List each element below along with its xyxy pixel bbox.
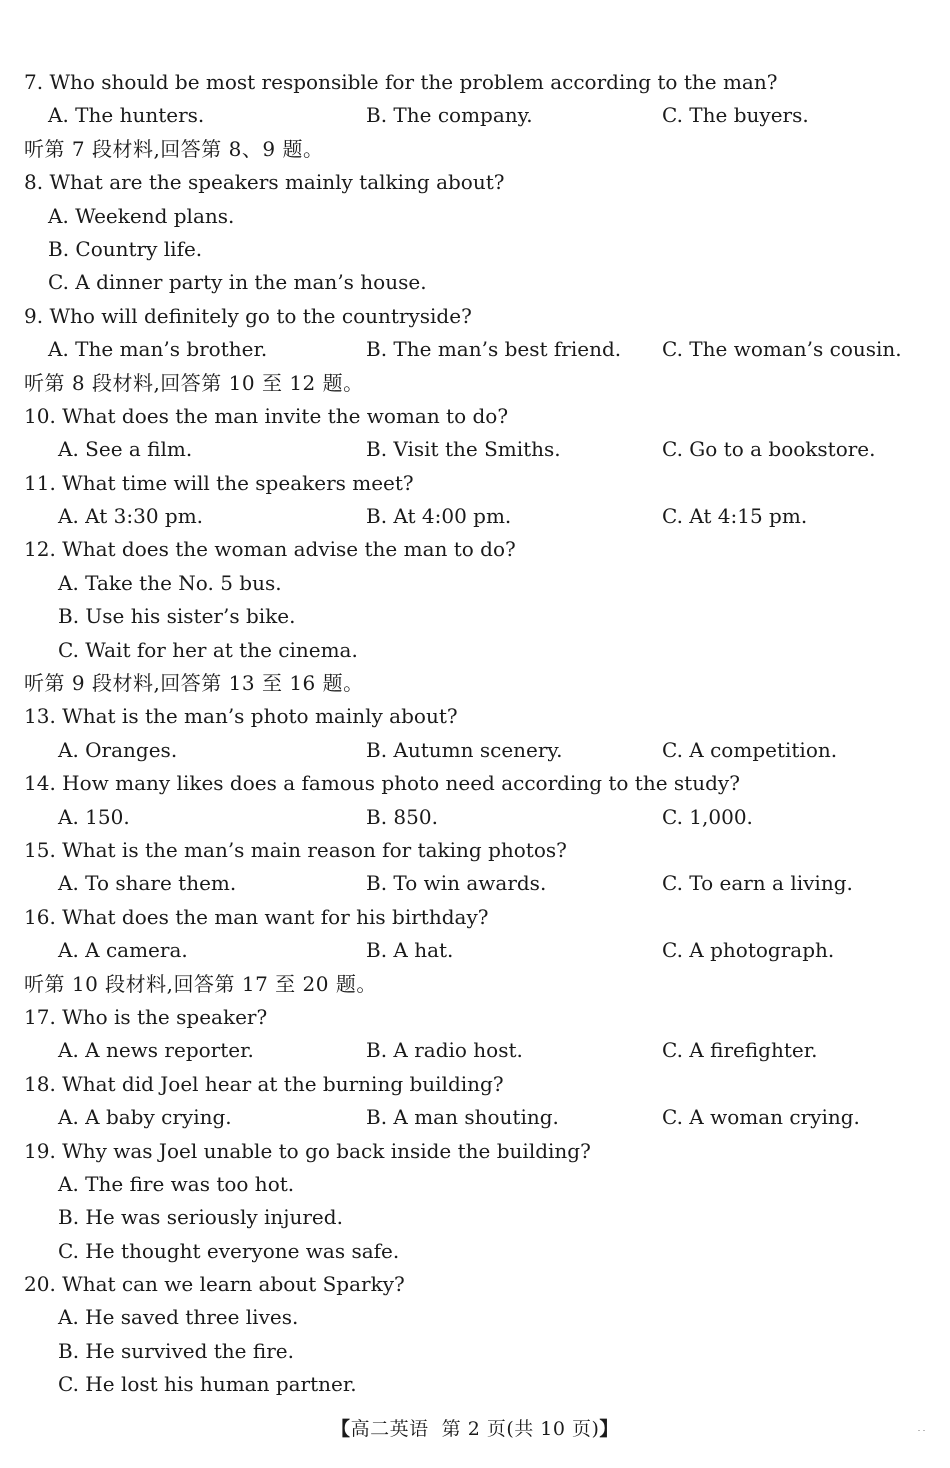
section-heading-9: 听第 9 段材料,回答第 13 至 16 题。 <box>24 671 364 696</box>
question-7-stem: 7. Who should be most responsible for the problem according to the man? <box>24 70 778 94</box>
question-16-options <box>0 934 950 967</box>
q17-option-a: A. A news reporter. <box>58 1038 254 1063</box>
question-14-options <box>0 801 950 834</box>
q11-option-c: C. At 4:15 pm. <box>662 504 808 529</box>
question-12-stem: 12. What does the woman advise the man to do? <box>24 537 516 562</box>
question-13-options <box>0 734 950 767</box>
section-heading-10: 听第 10 段材料,回答第 17 至 20 题。 <box>24 971 377 996</box>
q17-option-c: C. A firefighter. <box>662 1038 818 1063</box>
q7-option-c: C. The buyers. <box>662 103 809 128</box>
q13-option-a: A. Oranges. <box>58 737 178 762</box>
q19-option-b: B. He was seriously injured. <box>58 1205 343 1230</box>
corner-mark <box>918 1424 928 1434</box>
question-10-stem: 10. What does the man invite the woman to do? <box>24 403 509 428</box>
q20-option-c: C. He lost his human partner. <box>58 1372 357 1397</box>
question-9-stem: 9. Who will definitely go to the countryside? <box>24 303 472 328</box>
q15-option-a: A. To share them. <box>58 871 237 896</box>
q8-option-c: C. A dinner party in the man’s house. <box>48 270 427 295</box>
question-17-stem: 17. Who is the speaker? <box>24 1004 268 1029</box>
q16-option-c: C. A photograph. <box>662 938 835 963</box>
q9-option-b: B. The man’s best friend. <box>366 337 622 362</box>
question-11-options <box>0 500 950 533</box>
question-18-options <box>0 1101 950 1134</box>
question-19-stem: 19. Why was Joel unable to go back inside the building? <box>24 1138 591 1163</box>
q20-option-a: A. He saved three lives. <box>58 1305 299 1330</box>
question-14-stem: 14. How many likes does a famous photo need according to the study? <box>24 771 740 796</box>
q17-option-b: B. A radio host. <box>366 1038 523 1063</box>
q10-option-a: A. See a film. <box>58 437 193 462</box>
q9-option-c: C. The woman’s cousin. <box>662 337 902 362</box>
question-20-stem: 20. What can we learn about Sparky? <box>24 1272 405 1297</box>
q8-option-a: A. Weekend plans. <box>48 203 235 228</box>
footer-page-number: 第 2 页(共 10 页) <box>441 1418 600 1440</box>
q8-option-b: B. Country life. <box>48 236 203 261</box>
exam-page <box>0 66 950 1402</box>
question-9-options <box>0 333 950 366</box>
q7-option-b: B. The company. <box>366 103 533 128</box>
q14-option-a: A. 150. <box>58 804 130 829</box>
q10-option-b: B. Visit the Smiths. <box>366 437 561 462</box>
question-16-stem: 16. What does the man want for his birthday? <box>24 904 489 929</box>
question-8-stem: 8. What are the speakers mainly talking about? <box>24 170 505 195</box>
q9-option-a: A. The man’s brother. <box>48 337 268 362</box>
section-heading-7: 听第 7 段材料,回答第 8、9 题。 <box>24 136 324 161</box>
q14-option-c: C. 1,000. <box>662 804 753 829</box>
q16-option-a: A. A camera. <box>58 938 188 963</box>
q11-option-b: B. At 4:00 pm. <box>366 504 512 529</box>
q14-option-b: B. 850. <box>366 804 438 829</box>
question-11-stem: 11. What time will the speakers meet? <box>24 470 414 495</box>
question-13-stem: 13. What is the man’s photo mainly about? <box>24 704 458 729</box>
q15-option-c: C. To earn a living. <box>662 871 853 896</box>
q15-option-b: B. To win awards. <box>366 871 547 896</box>
footer-subject: 高二英语 <box>350 1418 429 1440</box>
q12-option-b: B. Use his sister’s bike. <box>58 604 296 629</box>
q18-option-c: C. A woman crying. <box>662 1105 860 1130</box>
q10-option-c: C. Go to a bookstore. <box>662 437 876 462</box>
q19-option-c: C. He thought everyone was safe. <box>58 1238 400 1263</box>
q18-option-b: B. A man shouting. <box>366 1105 559 1130</box>
question-7-options <box>0 99 950 132</box>
q18-option-a: A. A baby crying. <box>58 1105 232 1130</box>
q11-option-a: A. At 3:30 pm. <box>58 504 204 529</box>
q13-option-c: C. A competition. <box>662 737 838 762</box>
question-10-options <box>0 433 950 466</box>
q19-option-a: A. The fire was too hot. <box>58 1171 295 1196</box>
q20-option-b: B. He survived the fire. <box>58 1338 294 1363</box>
question-17-options <box>0 1034 950 1067</box>
footer-bracket-close: 】 <box>599 1418 619 1440</box>
q7-option-a: A. The hunters. <box>48 103 205 128</box>
q16-option-b: B. A hat. <box>366 938 454 963</box>
question-15-options <box>0 867 950 900</box>
question-18-stem: 18. What did Joel hear at the burning building? <box>24 1071 504 1096</box>
q12-option-a: A. Take the No. 5 bus. <box>58 570 282 595</box>
q13-option-b: B. Autumn scenery. <box>366 737 563 762</box>
page-footer <box>0 1414 950 1441</box>
section-heading-8: 听第 8 段材料,回答第 10 至 12 题。 <box>24 370 364 395</box>
q12-option-c: C. Wait for her at the cinema. <box>58 637 358 662</box>
question-15-stem: 15. What is the man’s main reason for taking photos? <box>24 837 567 862</box>
footer-bracket-open: 【 <box>331 1418 351 1440</box>
